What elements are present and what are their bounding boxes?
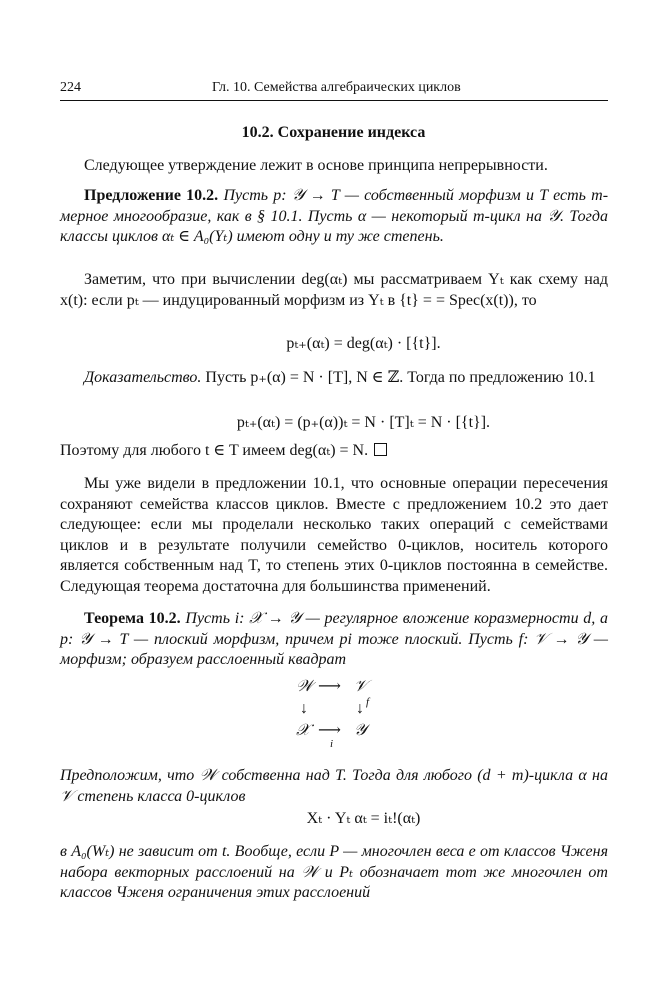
theorem-block: [60, 609, 608, 671]
conclusion-line: [60, 441, 608, 462]
page-number: 224: [60, 80, 81, 95]
theorem-text: Пусть i: 𝒳 → 𝒴 — регулярное вложение коразмерности d, а p: 𝒴 → T — плоский морфизм, причем pi тоже плоский. Пусть f: 𝒱 → 𝒴 — морфизм; образуем расслоенный квадрат: [60, 610, 609, 668]
formula-intersection: Xₜ · Yₜ αₜ = iₜ!(αₜ): [306, 810, 421, 827]
main-paragraph: Мы уже видели в предложении 10.1, что основные операции пересечения сохраняют семейства классов циклов. Вместе с предложением 10.2 это дает следующее: если мы проделали несколько таких операций с семействами циклов и в результате получили семейство 0-циклов, носитель которого является собственным над T, то степень этих 0-циклов постоянна в семействе. Следующая теорема достаточна для большинства применений.: [60, 475, 608, 595]
diagram-bottom-left: 𝒳: [296, 722, 310, 739]
diagram-f-label: f: [366, 696, 370, 708]
proof-label: Доказательство.: [84, 369, 202, 386]
diagram-left-arrow: ↓: [300, 700, 308, 717]
diagram-bottom-right: 𝒴: [354, 722, 367, 739]
proof-block: [60, 368, 608, 389]
qed-square-icon: [374, 443, 387, 456]
running-title: Гл. 10. Семейства алгебраических циклов: [212, 80, 461, 95]
theorem-ending: в A₀(Wₜ) не зависит от t. Вообще, если P — многочлен веса e от классов Чженя набора векторных расслоений на 𝒲 и Pₜ обозначает тот же многочлен от классов Чженя ограничения этих расслоений: [60, 843, 608, 901]
remark-paragraph: Заметим, что при вычислении deg(αₜ) мы рассматриваем Yₜ как схему над x(t): если pₜ — индуцированный морфизм из Yₜ в {t} = = Spec(x(t)), то: [60, 271, 608, 309]
conclusion-text: Поэтому для любого t ∈ T имеем deg(αₜ) = N.: [60, 442, 369, 459]
diagram-right-arrow: ↓: [356, 700, 364, 717]
proposition-text: Пусть p: 𝒴 → T — собственный морфизм и T есть m-мерное многообразие, как в § 10.1. Пусть α — некоторый m-цикл на 𝒴. Тогда классы циклов αₜ ∈ A₀(Yₜ) имеют одну и ту же степень.: [60, 187, 609, 245]
theorem-continuation: Предположим, что 𝒲 собственна над T. Тогда для любого (d + m)-цикла α на 𝒱 степень класса 0-циклов: [60, 767, 608, 805]
page-header: [60, 80, 608, 101]
section-title: 10.2. Сохранение индекса: [241, 124, 426, 141]
proposition-label: Предложение 10.2.: [84, 187, 219, 204]
diagram-top-arrow: ⟶: [318, 678, 341, 695]
proposition-block: [60, 186, 608, 248]
diagram-bottom-arrow: ⟶: [318, 722, 341, 739]
diagram-top-right: 𝒱: [354, 678, 368, 695]
formula-pushforward: pₜ₊(αₜ) = deg(αₜ) · [{t}].: [286, 335, 441, 352]
theorem-label: Теорема 10.2.: [84, 610, 181, 627]
fiber-square-diagram: [280, 678, 390, 758]
diagram-i-label: i: [330, 738, 334, 750]
proof-text: Пусть p₊(α) = N · [T], N ∈ ℤ. Тогда по предложению 10.1: [205, 369, 596, 386]
intro-sentence: Следующее утверждение лежит в основе принципа непрерывности.: [84, 157, 548, 174]
diagram-top-left: 𝒲: [296, 678, 313, 695]
formula-degree: pₜ₊(αₜ) = (p₊(α))ₜ = N · [T]ₜ = N · [{t}].: [236, 414, 491, 431]
